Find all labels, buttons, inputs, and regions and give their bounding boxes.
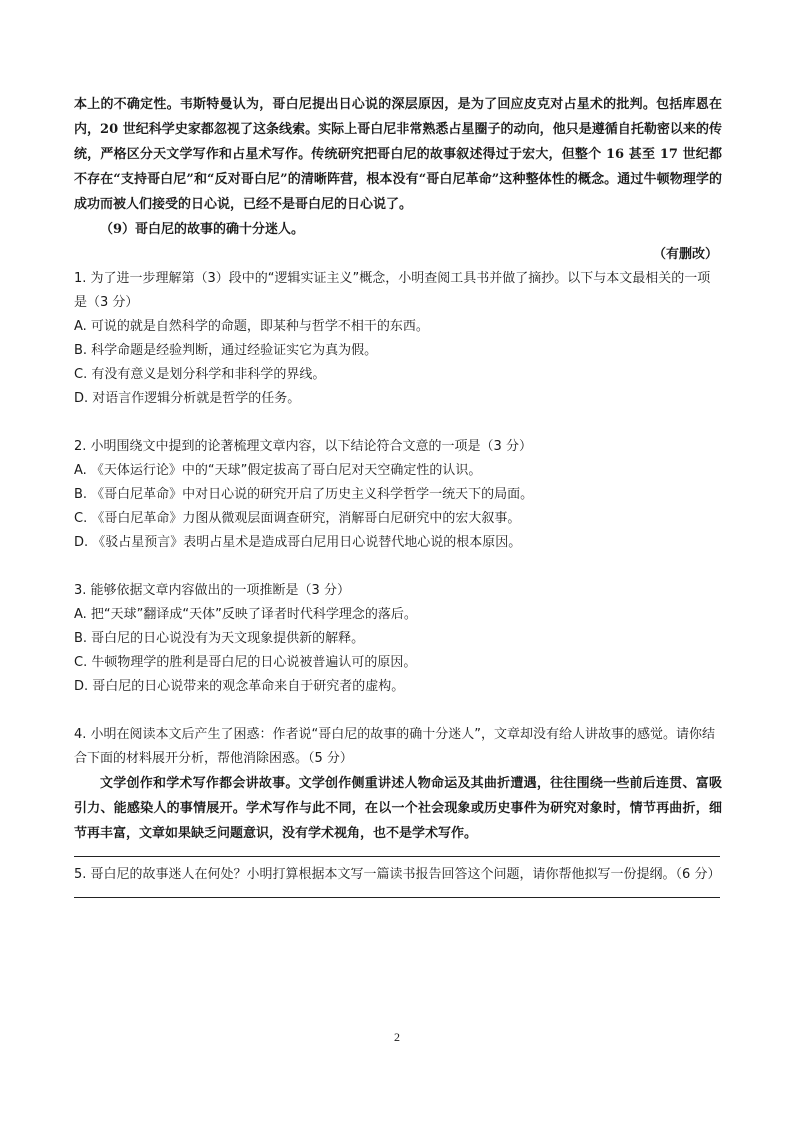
question-4 — [74, 723, 722, 857]
question-3 — [74, 579, 722, 699]
source-note: （有删改） — [652, 247, 718, 262]
passage-paragraph-9: （9）哥白尼的故事的确十分迷人。 — [100, 222, 305, 237]
passage-paragraph-continued: 本上的不确定性。韦斯特曼认为，哥白尼提出日心说的深层原因，是为了回应皮克对占星术的批判。包括库恩在内，20 世纪科学史家都忽视了这条线索。实际上哥白尼非常熟悉占星圈子的动向，他只是遵循自托勒密以来的传统，严格区分天文学写作和占星术写作。传统研究把哥白尼的故事叙述得过于宏大，但整个 16 甚至 17 世纪都不存在“支持哥白尼”和“反对哥白尼”的清晰阵营，根本没有“哥白尼革命”这种整体性的概念。通过牛顿物理学的成功而被人们接受的日心说，已经不是哥白尼的日心说了。 — [74, 97, 722, 212]
option-b: B. 科学命题是经验判断，通过经验证实它为真为假。 — [74, 343, 378, 358]
option-c: C. 有没有意义是划分科学和非科学的界线。 — [74, 367, 326, 382]
option-b: B. 《哥白尼革命》中对日心说的研究开启了历史主义科学哲学一统天下的局面。 — [74, 487, 534, 502]
answer-line[interactable] — [74, 856, 720, 857]
option-b: B. 哥白尼的日心说没有为天文现象提供新的解释。 — [74, 631, 365, 646]
option-d: D. 哥白尼的日心说带来的观念革命来自于研究者的虚构。 — [74, 679, 405, 694]
option-a: A. 《天体运行论》中的“天球”假定拔高了哥白尼对天空确定性的认识。 — [74, 463, 482, 478]
question-2 — [74, 435, 722, 555]
question-5 — [74, 863, 722, 898]
option-a: A. 可说的就是自然科学的命题，即某种与哲学不相干的东西。 — [74, 319, 429, 334]
option-c: C. 牛顿物理学的胜利是哥白尼的日心说被普遍认可的原因。 — [74, 655, 417, 670]
option-d: D. 对语言作逻辑分析就是哲学的任务。 — [74, 391, 301, 406]
question-material: 文学创作和学术写作都会讲故事。文学创作侧重讲述人物命运及其曲折遭遇，往往围绕一些前后连贯、富吸引力、能感染人的事情展开。学术写作与此不同，在以一个社会现象或历史事件为研究对象时，情节再曲折，细节再丰富，文章如果缺乏问题意识，没有学术视角，也不是学术写作。 — [74, 776, 722, 841]
question-stem: 1. 为了进一步理解第（3）段中的“逻辑实证主义”概念，小明查阅工具书并做了摘抄。以下与本文最相关的一项是（3 分） — [74, 271, 711, 310]
question-stem: 3. 能够依据文章内容做出的一项推断是（3 分） — [74, 583, 350, 598]
option-a: A. 把“天球”翻译成“天体”反映了译者时代科学理念的落后。 — [74, 607, 417, 622]
answer-line[interactable] — [74, 897, 720, 898]
question-stem: 5. 哥白尼的故事迷人在何处？小明打算根据本文写一篇读书报告回答这个问题，请你帮他拟写一份提纲。（6 分） — [74, 867, 721, 882]
option-c: C. 《哥白尼革命》力图从微观层面调查研究，消解哥白尼研究中的宏大叙事。 — [74, 511, 521, 526]
option-d: D. 《驳占星预言》表明占星术是造成哥白尼用日心说替代地心说的根本原因。 — [74, 535, 522, 550]
question-1 — [74, 267, 722, 411]
question-stem: 2. 小明围绕文中提到的论著梳理文章内容，以下结论符合文意的一项是（3 分） — [74, 439, 532, 454]
exam-page — [74, 92, 722, 904]
question-stem: 4. 小明在阅读本文后产生了困惑：作者说“哥白尼的故事的确十分迷人”，文章却没有给人讲故事的感觉。请你结合下面的材料展开分析，帮他消除困惑。（5 分） — [74, 727, 716, 766]
page-number: 2 — [394, 1030, 400, 1044]
